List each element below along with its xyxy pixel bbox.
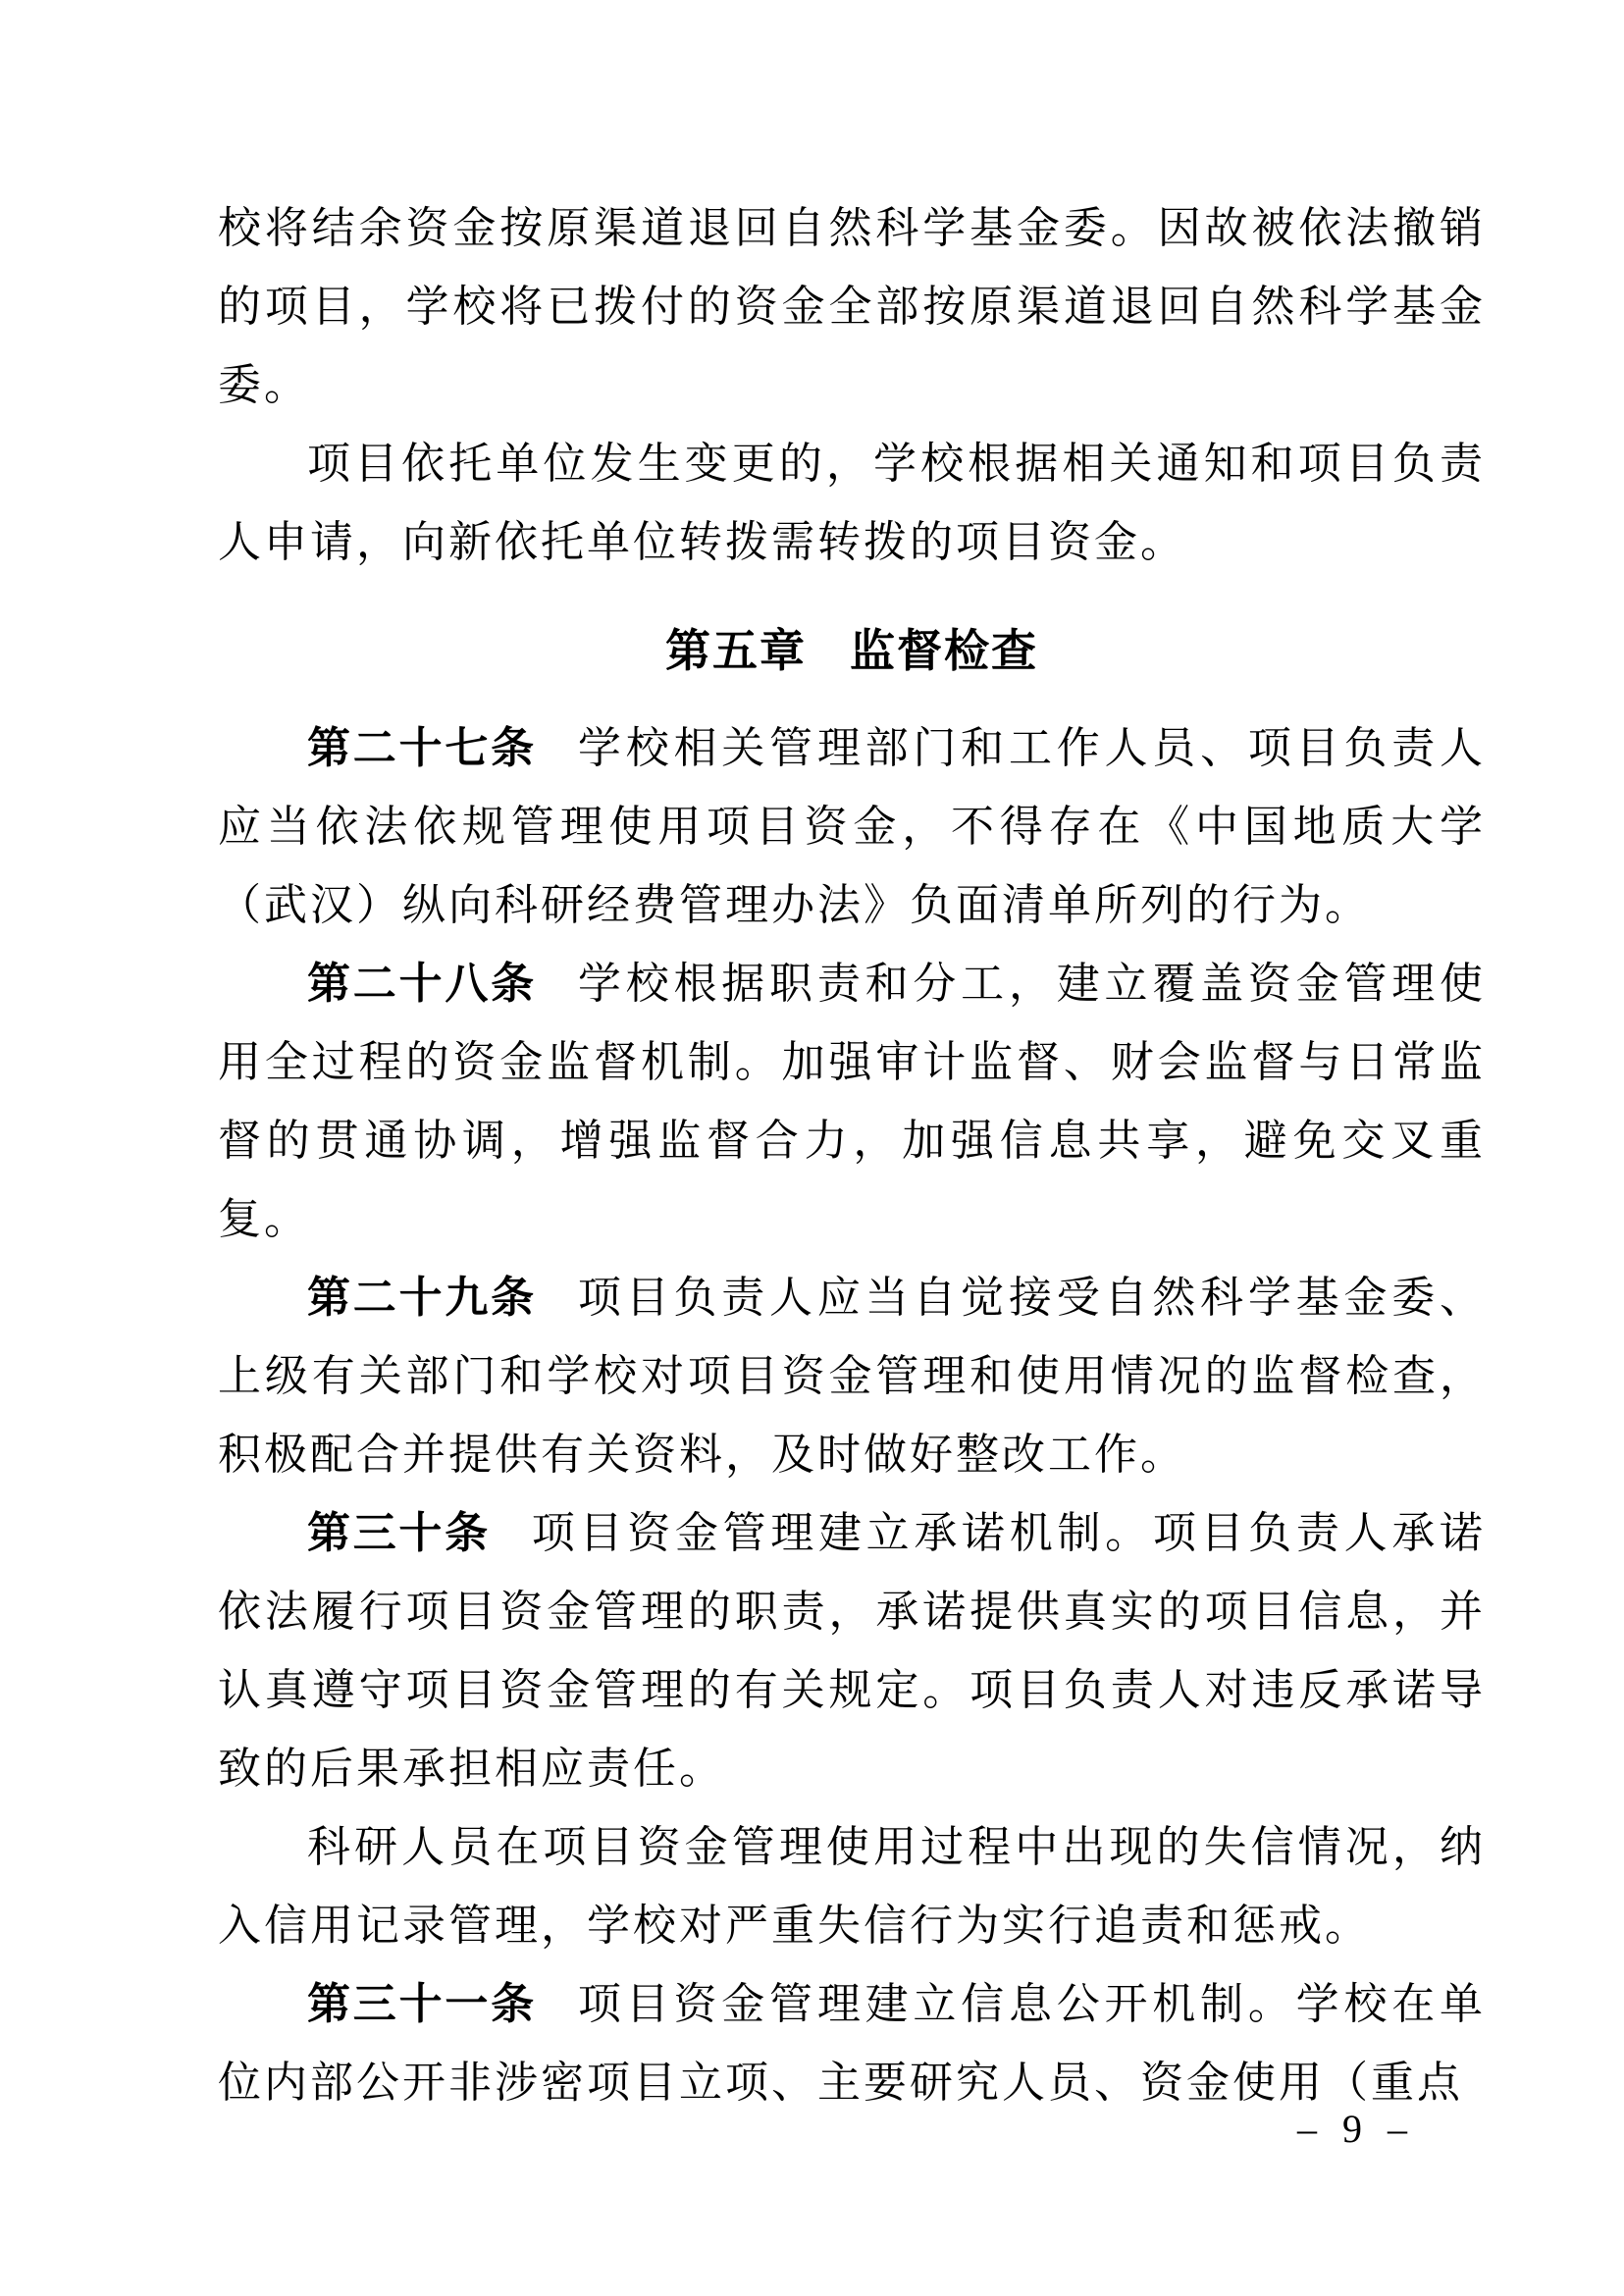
para-article-29 [218, 1259, 1486, 1494]
article-29-number: 第二十九条 [307, 1274, 537, 1322]
article-27-number: 第二十七条 [307, 724, 537, 772]
chapter-title: 监督检查 [850, 625, 1038, 676]
page-number: – 9 – [1297, 2107, 1415, 2151]
article-28-text: 学校根据职责和分工，建立覆盖资金管理使用全过程的资金监督机制。加强审计监督、财会监督与日常监督的贯通协调，增强监督合力，加强信息共享，避免交叉重复。 [218, 960, 1487, 1243]
chapter-number: 第五章 [665, 625, 807, 676]
chapter-heading [218, 611, 1486, 690]
article-29-text: 项目负责人应当自觉接受自然科学基金委、上级有关部门和学校对项目资金管理和使用情况的监督检查，积极配合并提供有关资料，及时做好整改工作。 [218, 1274, 1487, 1479]
article-27-text: 学校相关管理部门和工作人员、项目负责人应当依法依规管理使用项目资金，不得存在《中国地质大学（武汉）纵向科研经费管理办法》负面清单所列的行为。 [218, 724, 1487, 929]
article-28-number: 第二十八条 [307, 960, 537, 1008]
para-carryover-funds: 校将结余资金按原渠道退回自然科学基金委。因故被依法撤销的项目，学校将已拨付的资金全部按原渠道退回自然科学基金委。 [218, 204, 1486, 409]
article-30-text: 项目资金管理建立承诺机制。项目负责人承诺依法履行项目资金管理的职责，承诺提供真实的项目信息，并认真遵守项目资金管理的有关规定。项目负责人对违反承诺导致的后果承担相应责任。 [218, 1509, 1487, 1793]
document-content [218, 189, 1486, 2122]
article-30-number: 第三十条 [307, 1509, 491, 1557]
article-31-text: 项目资金管理建立信息公开机制。学校在单位内部公开非涉密项目立项、主要研究人员、资金使用（重点 [218, 1980, 1487, 2107]
para-article-31 [218, 1965, 1486, 2122]
para-credit-record: 科研人员在项目资金管理使用过程中出现的失信情况，纳入信用记录管理，学校对严重失信行为实行追责和惩戒。 [218, 1823, 1486, 1950]
article-31-number: 第三十一条 [307, 1980, 537, 2028]
para-unit-change: 项目依托单位发生变更的，学校根据相关通知和项目负责人申请，向新依托单位转拨需转拨的项目资金。 [218, 440, 1486, 566]
para-article-30 [218, 1494, 1486, 1808]
para-article-28 [218, 945, 1486, 1259]
para-article-27 [218, 709, 1486, 945]
